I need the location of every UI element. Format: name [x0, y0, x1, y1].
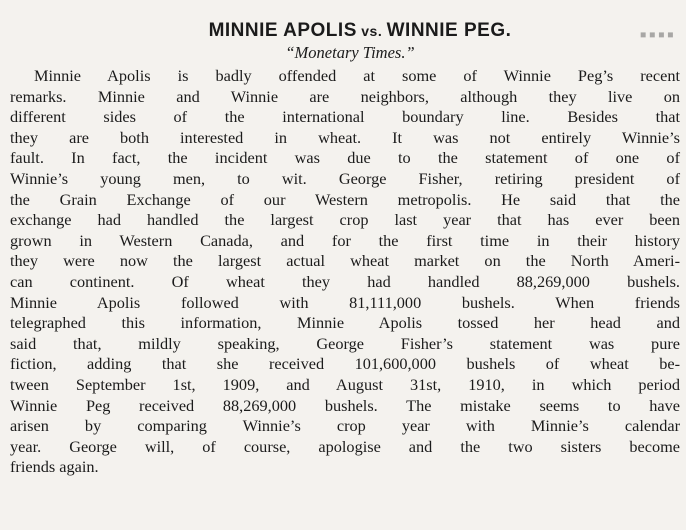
body-line: telegraphed this information, Minnie Apolis tossed her head and [10, 313, 680, 333]
body-line: tween September 1st, 1909, and August 31st, 1910, in which period [10, 374, 680, 394]
headline [10, 20, 680, 42]
body-line: Winnie Peg received 88,269,000 bushels. The mistake seems to have [10, 395, 680, 415]
subhead-source: “Monetary Times.” [285, 43, 415, 62]
body-line: they are both interested in wheat. It was not entirely Winnie’s [10, 127, 680, 147]
body-line: Minnie Apolis is badly offended at some of Winnie Peg’s recent [34, 66, 680, 85]
body-line: Winnie’s young men, to wit. George Fisher, retiring president of [10, 168, 680, 188]
body-line: grown in Western Canada, and for the first time in their history [10, 230, 680, 250]
body-line: friends again. [10, 457, 99, 477]
body-line: exchange had handled the largest crop last year that has ever been [10, 210, 680, 230]
headline-left: MINNIE APOLIS [208, 20, 357, 41]
body-line: different sides of the international boundary line. Besides that [10, 107, 680, 127]
article-body [10, 66, 680, 478]
body-line: said that, mildly speaking, George Fisher’s statement was pure [10, 333, 680, 353]
headline-vs: vs. [356, 23, 387, 39]
body-line: year. George will, of course, apologise and the two sisters become [10, 436, 680, 456]
body-line: Minnie Apolis followed with 81,111,000 bushels. When friends [10, 292, 680, 312]
print-smudge: ▪▪▪▪ [639, 24, 676, 46]
headline-right: WINNIE PEG. [386, 20, 512, 41]
body-line: can continent. Of wheat they had handled 88,269,000 bushels. [10, 271, 680, 291]
body-line: the Grain Exchange of our Western metropolis. He said that the [10, 189, 680, 209]
body-line: fault. In fact, the incident was due to the statement of one of [10, 148, 680, 168]
body-line: they were now the largest actual wheat market on the North Ameri- [10, 251, 680, 271]
body-line: remarks. Minnie and Winnie are neighbors, although they live on [10, 86, 680, 106]
body-line: fiction, adding that she received 101,600,000 bushels of wheat be- [10, 354, 680, 374]
body-line: arisen by comparing Winnie’s crop year with Minnie’s calendar [10, 416, 680, 436]
